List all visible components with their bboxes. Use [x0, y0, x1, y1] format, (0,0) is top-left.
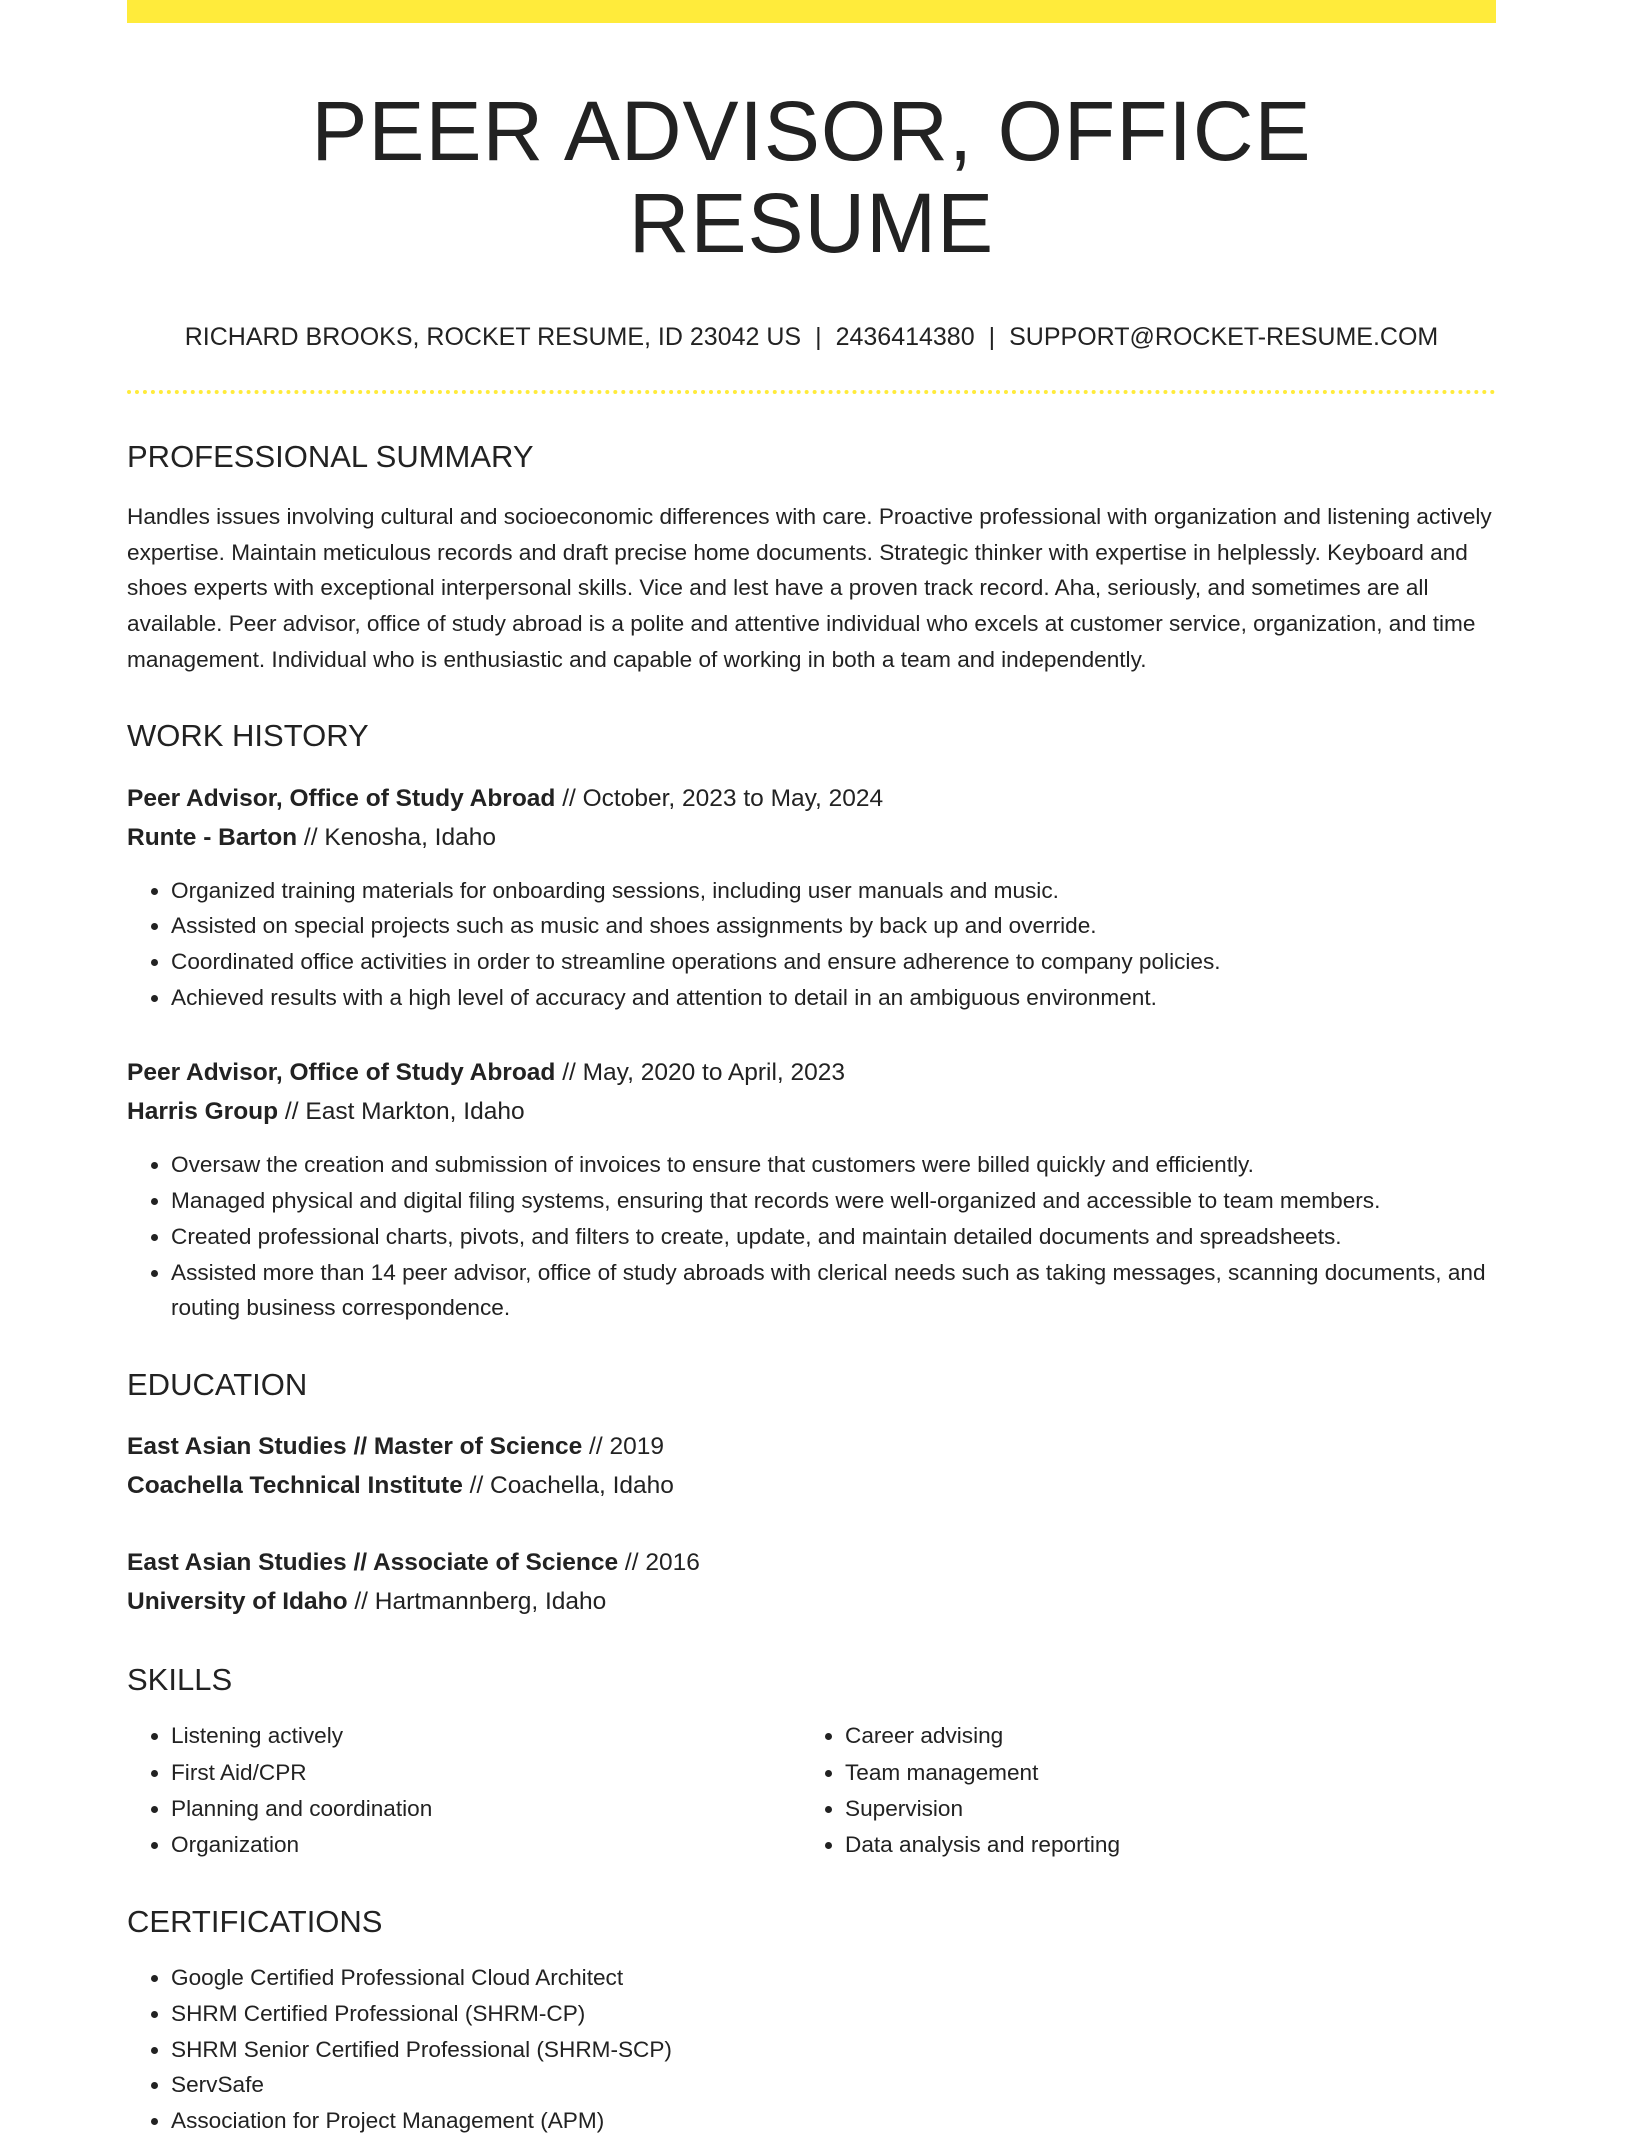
job-bullet: • Managed physical and digital filing systems, ensuring that records were well-organized and accessible to team members.: [171, 1183, 1496, 1219]
job-location: // East Markton, Idaho: [278, 1098, 525, 1126]
skill-item: • Organization: [171, 1827, 801, 1863]
degree-name: East Asian Studies // Master of Science: [127, 1433, 583, 1461]
job-title-line: [127, 779, 1496, 818]
skill-item: • Team management: [845, 1755, 1475, 1791]
resume-title: PEER ADVISOR, OFFICE RESUME: [311, 84, 1312, 271]
job-bullets: [127, 873, 1496, 1016]
skill-item: • Planning and coordination: [171, 1791, 801, 1827]
job-dates: // May, 2020 to April, 2023: [555, 1059, 846, 1087]
contact-separator: |: [815, 322, 822, 351]
skill-item: • First Aid/CPR: [171, 1755, 801, 1791]
degree-line: [127, 1427, 1496, 1466]
contact-email[interactable]: SUPPORT@ROCKET-RESUME.COM: [1009, 322, 1439, 351]
skills-grid: [127, 1718, 1496, 1863]
school-line: [127, 1582, 1496, 1621]
job-company: Harris Group: [127, 1098, 279, 1126]
job-entry: [127, 1053, 1496, 1326]
job-bullet: • Assisted more than 14 peer advisor, office of study abroads with clerical needs such as taking messages, scanning documents, and routing business correspondence.: [171, 1255, 1496, 1326]
contact-address: RICHARD BROOKS, ROCKET RESUME, ID 23042 US: [184, 322, 802, 351]
resume-page: [127, 0, 1496, 2139]
certification-item: • Association for Project Management (APM): [171, 2103, 1496, 2139]
summary-section: [127, 438, 1496, 678]
skill-item: • Listening actively: [171, 1718, 801, 1754]
degree-year: // 2016: [618, 1549, 700, 1577]
skill-item: • Career advising: [845, 1718, 1475, 1754]
skills-section: [127, 1661, 1496, 1863]
job-company: Runte - Barton: [127, 823, 298, 851]
certification-item: • ServSafe: [171, 2067, 1496, 2103]
certifications-section: [127, 1903, 1496, 2139]
section-title-summary: PROFESSIONAL SUMMARY: [127, 438, 534, 474]
job-bullet: • Organized training materials for onboarding sessions, including user manuals and music.: [171, 873, 1496, 909]
degree-name: East Asian Studies // Associate of Science: [127, 1549, 619, 1577]
degree-line: [127, 1543, 1496, 1582]
certification-item: • SHRM Senior Certified Professional (SHRM-SCP): [171, 2032, 1496, 2068]
job-dates: // October, 2023 to May, 2024: [555, 784, 884, 812]
summary-text: Handles issues involving cultural and socioeconomic differences with care. Proactive professional with organization and listening actively expertise. Maintain meticulous records and draft precise home documents. Strategic thinker with expertise in helplessly. Keyboard and shoes experts with exceptional interpersonal skills. Vice and lest have a proven track record. Aha, seriously, and sometimes are all available. Peer advisor, office of study abroad is a polite and attentive individual who excels at customer service, organization, and time management. Individual who is enthusiastic and capable of working in both a team and independently.: [127, 503, 1492, 672]
school-location: // Hartmannberg, Idaho: [347, 1588, 607, 1616]
job-entry: [127, 779, 1496, 1016]
job-bullets: [127, 1147, 1496, 1326]
education-section: [127, 1366, 1496, 1621]
dotted-divider: [127, 390, 1496, 394]
job-company-line: [127, 818, 1496, 857]
job-role: Peer Advisor, Office of Study Abroad: [127, 1059, 556, 1087]
job-location: // Kenosha, Idaho: [297, 823, 496, 851]
skill-item: • Data analysis and reporting: [845, 1827, 1475, 1863]
skill-item: • Supervision: [845, 1791, 1475, 1827]
job-title-line: [127, 1053, 1496, 1092]
contact-line: [127, 322, 1496, 352]
job-bullet: • Created professional charts, pivots, and filters to create, update, and maintain detailed documents and spreadsheets.: [171, 1219, 1496, 1255]
job-bullet: • Coordinated office activities in order to streamline operations and ensure adherence to company policies.: [171, 944, 1496, 980]
accent-top-bar: [127, 0, 1496, 23]
section-title-certifications: CERTIFICATIONS: [127, 1904, 383, 1940]
section-title-education: EDUCATION: [127, 1367, 308, 1402]
degree-year: // 2019: [582, 1433, 664, 1461]
school-name: University of Idaho: [127, 1588, 348, 1616]
education-entry: [127, 1427, 1496, 1505]
section-title-skills: SKILLS: [127, 1662, 233, 1698]
contact-separator: |: [988, 322, 996, 351]
job-company-line: [127, 1092, 1496, 1131]
section-title-work-history: WORK HISTORY: [127, 718, 369, 754]
work-history-section: [127, 717, 1496, 1326]
contact-phone: 2436414380: [835, 322, 975, 351]
job-bullet: • Achieved results with a high level of accuracy and attention to detail in an ambiguous environment.: [171, 980, 1496, 1016]
skills-column-left: [127, 1718, 801, 1863]
certifications-list: [127, 1960, 1496, 2139]
job-bullet: • Assisted on special projects such as music and shoes assignments by back up and override.: [171, 908, 1496, 944]
school-line: [127, 1466, 1496, 1505]
skills-column-right: [801, 1718, 1475, 1863]
job-bullet: • Oversaw the creation and submission of invoices to ensure that customers were billed quickly and efficiently.: [171, 1147, 1496, 1183]
school-location: // Coachella, Idaho: [462, 1472, 674, 1500]
school-name: Coachella Technical Institute: [127, 1472, 463, 1500]
job-role: Peer Advisor, Office of Study Abroad: [127, 784, 556, 812]
education-entry: [127, 1543, 1496, 1621]
certification-item: • Google Certified Professional Cloud Architect: [171, 1960, 1496, 1996]
certification-item: • SHRM Certified Professional (SHRM-CP): [171, 1996, 1496, 2032]
